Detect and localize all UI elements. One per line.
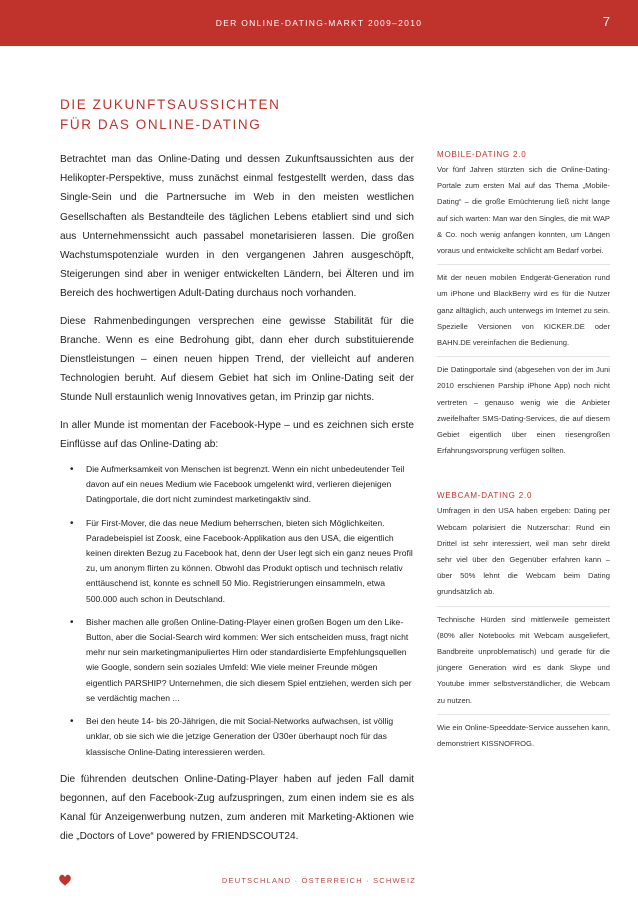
- sidebar-paragraph: Mit der neuen mobilen Endgerät-Generation rund um iPhone und BlackBerry wird es für die Nutzer ganz alltäglich, auch unterwegs im Internet zu sein. Spezielle Versionen von KICKER.DE oder BAHN.DE vereinfachen die Bedienung.: [437, 270, 610, 357]
- sidebar-paragraph: Vor fünf Jahren stürzten sich die Online-Dating-Portale zum ersten Mal auf das Thema „Mobile-Dating“ – die große Ernüchterung ließ nicht lange auf sich warten: Man war den Singles, die mit WAP & Co. noch wenig anfangen konnten, um Längen voraus und entwickelte schlicht am Bedarf vorbei.: [437, 162, 610, 265]
- sidebar-paragraph: Wie ein Online-Speeddate-Service aussehen kann, demonstriert KISSNOFROG.: [437, 722, 610, 749]
- paragraph: Diese Rahmenbedingungen versprechen eine gewisse Stabilität für die Branche. Wenn es eine Bedrohung gibt, dann eher durch substituierende Dienstleistungen – einen neuen hippen Trend, der vielleicht auf anderen Technologien beruht. Auf diesem Gebiet hat sich im Online-Dating seit der Stunde Null erstaunlich wenig Innovatives getan, im Prinzip gar nichts.: [60, 315, 414, 404]
- heading-line-1: DIE ZUKUNFTSAUSSICHTEN: [60, 97, 281, 112]
- sidebar-title-mobile-dating: MOBILE-DATING 2.0: [437, 150, 527, 159]
- sidebar-paragraph: Technische Hürden sind mittlerweile gemeistert (80% aller Notebooks mit Webcam ausgeliefert, Bandbreite unproblematisch) und gerade für die jüngere Generation wird es dank Skype und Youtube immer selbstverständlicher, die Webcam zu nutzen.: [437, 612, 610, 715]
- sidebar-paragraph: Die Datingportale sind (abgesehen von der im Juni 2010 erschienen Parship iPhone App) noch nicht vertreten – genauso wenig wie die Anbieter zweifelhafter SMS-Dating-Services, die auf diesem Gebiet eigentlich über einen riesengroßen Erfahrungsvorsprung verfügen sollten.: [437, 365, 610, 456]
- sidebar-title-webcam-dating: WEBCAM-DATING 2.0: [437, 491, 533, 501]
- page-number: 7: [602, 14, 610, 29]
- bullet-item: • Die Aufmerksamkeit von Menschen ist begrenzt. Wenn ein nicht unbedeutender Teil davon auf ein neues Medium wie Facebook umgelenkt wird, verlieren diejenigen Datingportale, die dort nicht zumindest marketingaktiv sind.: [60, 462, 414, 508]
- heading-line-2: FÜR DAS ONLINE-DATING: [60, 117, 262, 132]
- main-column: [60, 150, 414, 855]
- bullet-item: • Bei den heute 14- bis 20-Jährigen, die mit Social-Networks aufwachsen, ist völlig unklar, ob sie sich wie die jetzige Generation der Ü30er überhaupt noch für das klassische Online-Dating interessieren werden.: [60, 714, 414, 760]
- sidebar-paragraph: Umfragen in den USA haben ergeben: Dating per Webcam polarisiert die Nutzerschar: Rund ein Drittel ist sehr interessiert, weil man sehr direkt sehr viel über den Gegenüber erfahren kann – über 50% lehnt die Webcam beim Dating grundsätzlich ab.: [437, 503, 610, 606]
- section-heading: [60, 95, 280, 135]
- header-title: DER ONLINE-DATING-MARKT 2009–2010: [215, 18, 423, 28]
- sidebar: [437, 148, 610, 762]
- paragraph: Betrachtet man das Online-Dating und dessen Zukunftsaussichten aus der Helikopter-Perspektive, muss zunächst einmal festgestellt werden, dass das Single-Sein und die Partnersuche im Web in den meisten westlichen Gesellschaften als Bestandteile des täglichen Lebens etabliert sind und sich aus Unternehmenssicht auch passabel monetarisieren lassen. Die großen Wachstumspotenziale wurden in den vergangenen Jahren ausgeschöpft, Steigerungen sind aber in weniger entwickelten Ländern, bei Älteren und im Bereich des hochwertigen Adult-Dating durchaus noch vorhanden.: [60, 154, 414, 300]
- bullet-item: • Bisher machen alle großen Online-Dating-Player einen großen Bogen um den Like-Button, aber die Social-Search wird kommen: Wer sich entscheiden muss, fragt nicht mehr nur sein marketingmanipuliertes Hirn oder standardisierte Empfehlungsquellen wie Google, sondern sein soziales Umfeld: Wie viele meiner Freunde mögen eigentlich PARSHIP? Unternehmen, die sich diesem Spiel entziehen, werden sich per se verdächtig machen ...: [60, 615, 414, 706]
- bullet-list: [60, 462, 414, 760]
- footer-text: DEUTSCHLAND · ÖSTERREICH · SCHWEIZ: [221, 876, 417, 885]
- header-bar: [0, 0, 638, 46]
- paragraph: In aller Munde ist momentan der Facebook-Hype – und es zeichnen sich erste Einflüsse auf das Online-Dating ab:: [60, 419, 414, 450]
- closing-paragraph: Die führenden deutschen Online-Dating-Player haben auf jeden Fall damit begonnen, auf den Facebook-Zug aufzuspringen, zum einen indem sie es als Kanal für Anzeigenwerbung nutzen, zum anderen mit Marketing-Aktionen wie die „Doctors of Love“ powered by FRIENDSCOUT24.: [60, 773, 414, 843]
- bullet-item: • Für First-Mover, die das neue Medium beherrschen, bieten sich Möglichkeiten. Paradebeispiel ist Zoosk, eine Facebook-Applikation aus den USA, die eigentlich keinen direkten Bezug zu Facebook hat, denn der User legt sich ein ganz neues Profil zu, um anonym flirten zu können. Obwohl das Produkt optisch und technisch relativ enttäuschend ist, konnte es schnell 50 Mio. Registrierungen einsammeln, etwa 500.000 auch schon in Deutschland.: [60, 516, 414, 607]
